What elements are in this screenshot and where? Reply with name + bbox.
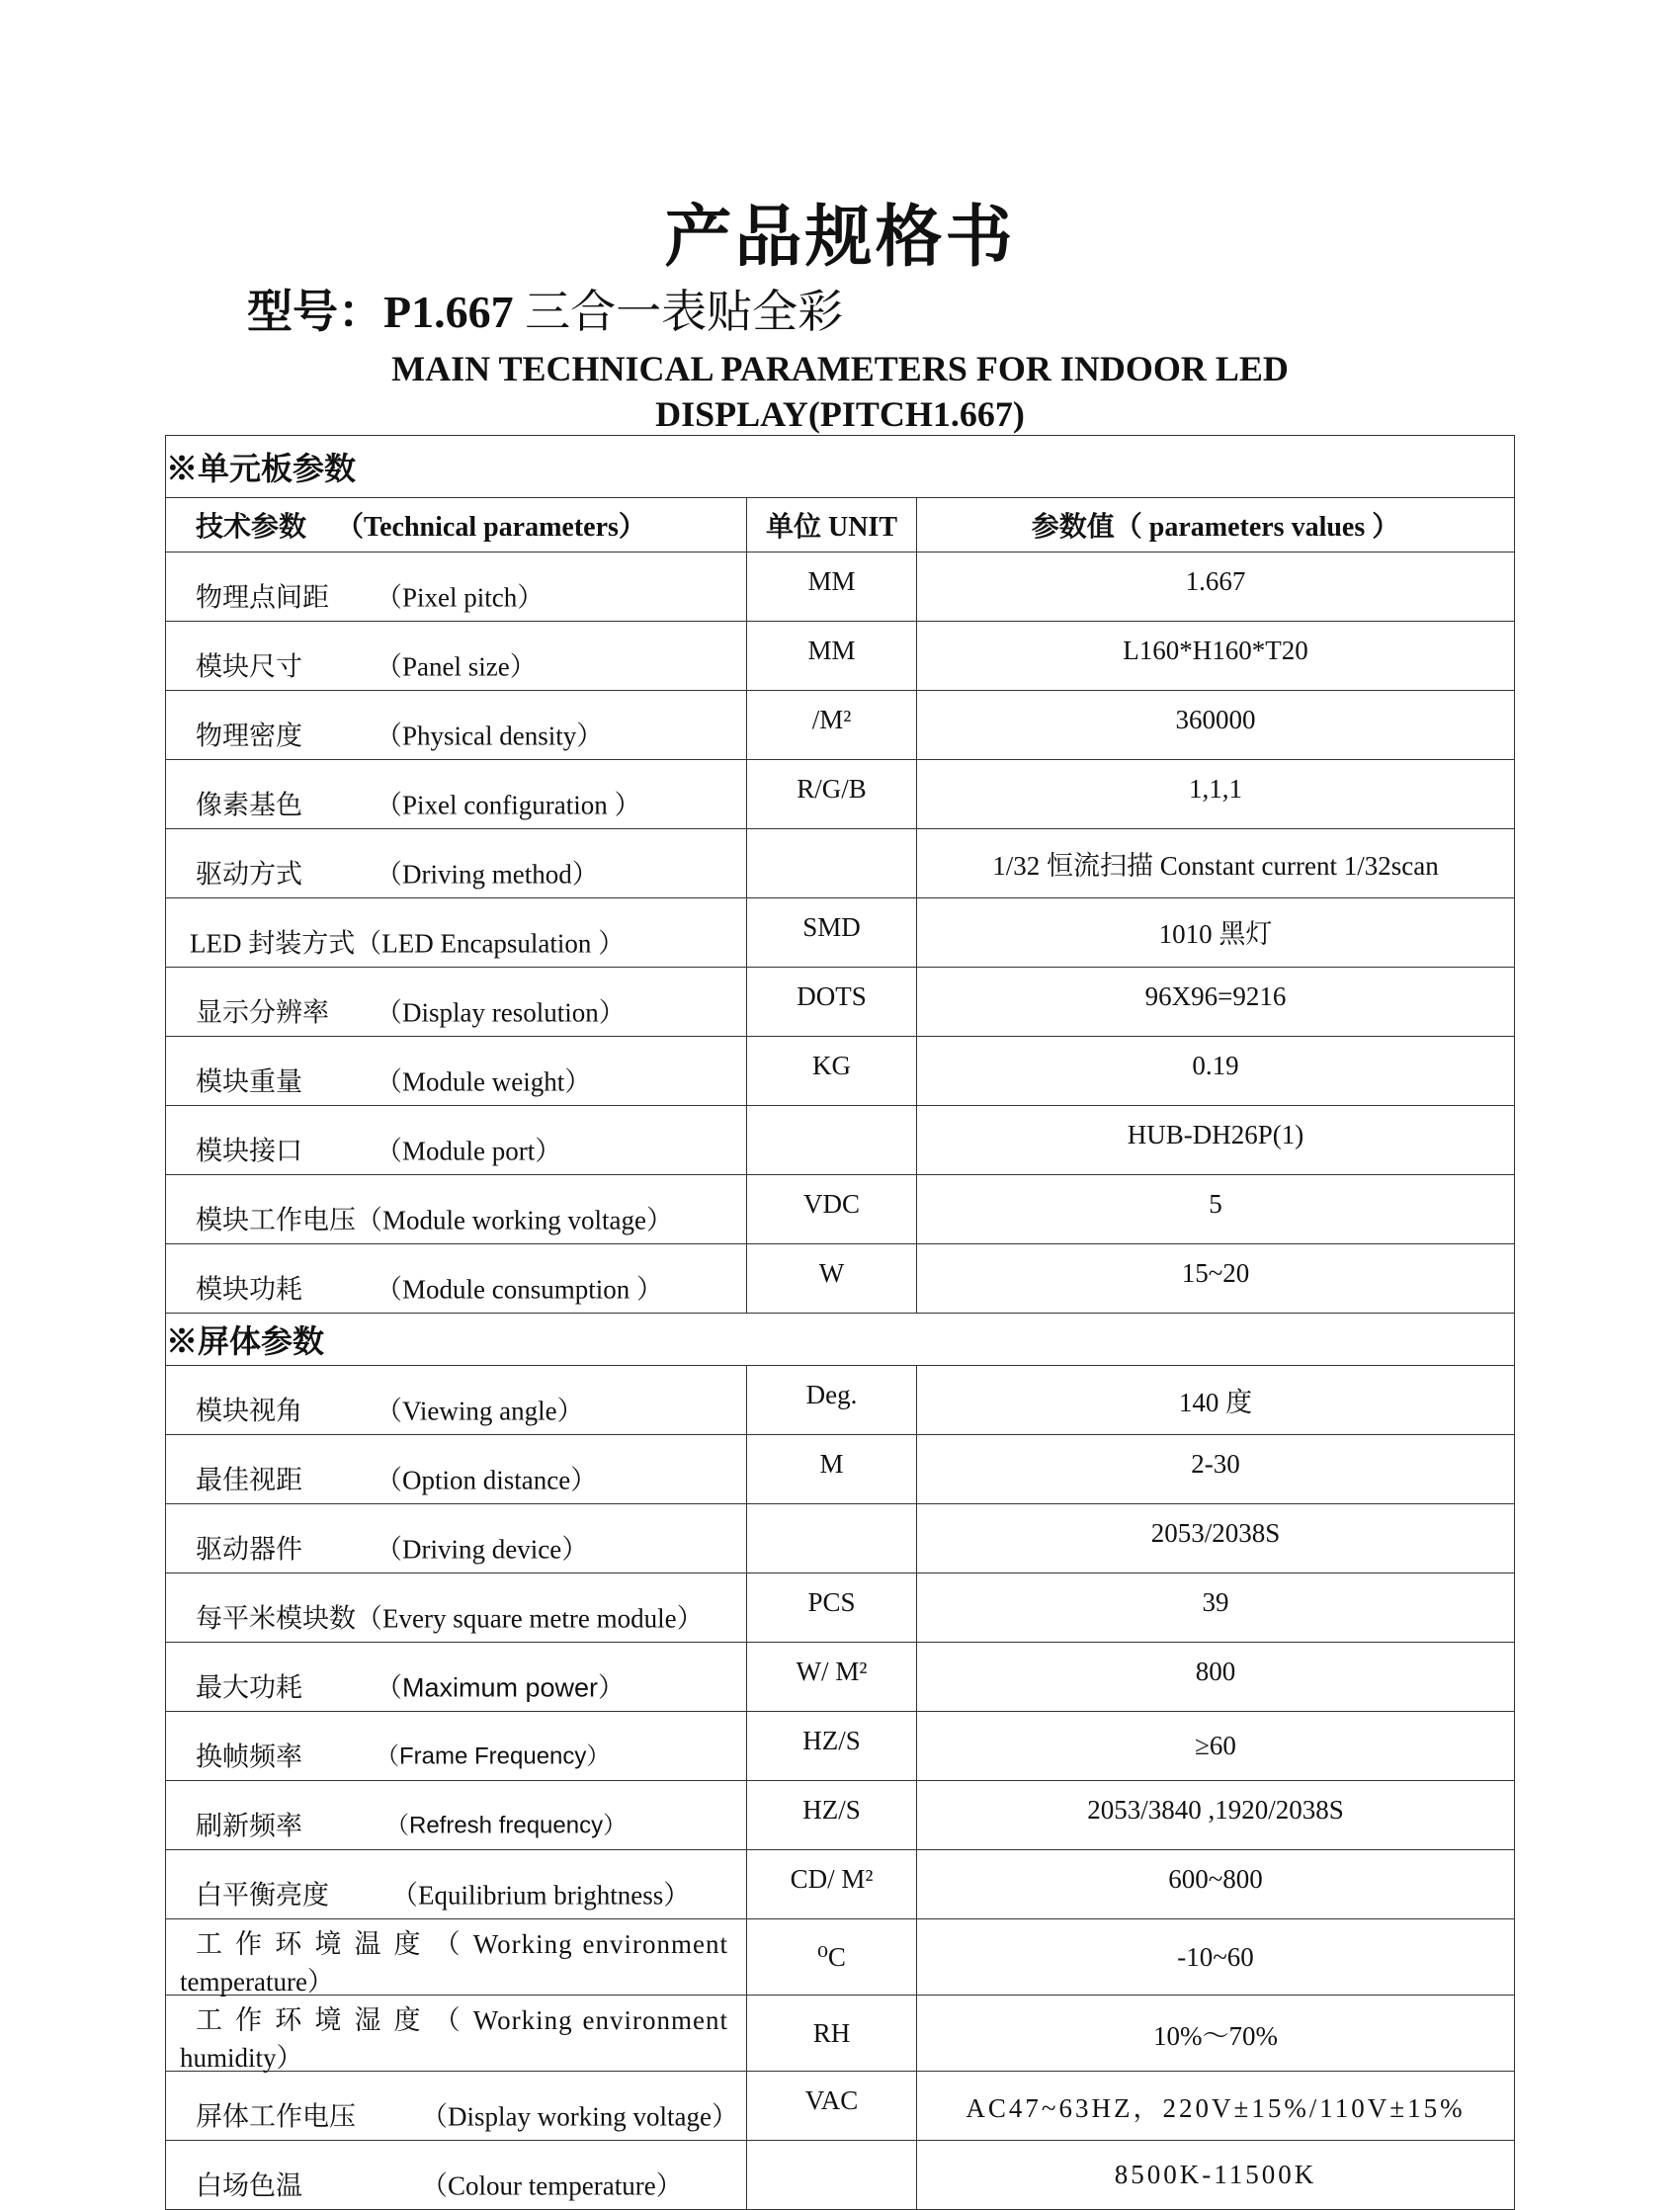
header-row [166, 498, 1515, 552]
table-row [166, 1106, 1515, 1175]
table-row [166, 1781, 1515, 1850]
unit-cell: MM [747, 552, 917, 622]
param-zh: 驱动方式 [196, 858, 302, 889]
param-zh: 屏体工作电压 [196, 2100, 356, 2131]
param-en: （Driving method） [376, 858, 599, 889]
param-cell [166, 1175, 747, 1244]
table-row [166, 1996, 1515, 2072]
param-en: （Driving device） [376, 1533, 589, 1564]
table-row [166, 760, 1515, 829]
table-row [166, 1504, 1515, 1573]
value-cell: 5 [917, 1175, 1515, 1244]
param-en: （Panel size） [376, 650, 537, 681]
unit-cell: VDC [747, 1175, 917, 1244]
param-cell [166, 1781, 747, 1850]
value-cell: HUB-DH26P(1) [917, 1106, 1515, 1175]
table-row [166, 691, 1515, 760]
param-inline: 模块工作电压（Module working voltage） [196, 1204, 673, 1234]
param-cell [166, 1850, 747, 1919]
param-zh: 物理密度 [196, 720, 302, 750]
table-row [166, 1435, 1515, 1504]
table-row [166, 1573, 1515, 1643]
document-title: 产品规格书 [664, 200, 1016, 275]
param-en: （Refresh frequency） [385, 1812, 628, 1838]
table-row [166, 622, 1515, 691]
value-cell: 10%～70% [917, 1996, 1515, 2072]
param-zh: 白平衡亮度 [196, 1879, 329, 1910]
unit-cell: /M² [747, 691, 917, 760]
param-wrap [180, 2001, 728, 2077]
unit-cell: CD/ M² [747, 1850, 917, 1919]
table-row [166, 1850, 1515, 1919]
param-zh: 显示分辨率 [196, 996, 329, 1027]
param-cell [166, 1244, 747, 1314]
section-title: ※单元板参数 [166, 436, 1515, 498]
param-zh: 刷新频率 [196, 1810, 302, 1840]
param-en: （Module weight） [376, 1065, 592, 1096]
param-zh: 最佳视距 [196, 1464, 302, 1494]
param-en: （Viewing angle） [376, 1395, 584, 1425]
unit-cell [747, 1504, 917, 1573]
param-cell [166, 1106, 747, 1175]
header-param [166, 498, 747, 552]
unit-cell: M [747, 1435, 917, 1504]
param-cell [166, 829, 747, 898]
model-label: 型号： [247, 287, 383, 337]
param-cell [166, 622, 747, 691]
param-cell [166, 1037, 747, 1106]
param-zh: 白场色温 [196, 2169, 302, 2200]
unit-cell [747, 829, 917, 898]
unit-cell: Deg. [747, 1366, 917, 1435]
param-cell [166, 1643, 747, 1712]
value-cell: 0.19 [917, 1037, 1515, 1106]
param-en: （Pixel pitch） [376, 581, 545, 612]
table-row [166, 552, 1515, 622]
param-en: （Colour temperature） [421, 2169, 683, 2200]
value-cell: L160*H160*T20 [917, 622, 1515, 691]
model-code: P1.667 [383, 287, 514, 337]
unit-cell: RH [747, 1996, 917, 2072]
param-zh: 模块功耗 [196, 1273, 302, 1304]
param-en: （Display working voltage） [421, 2100, 738, 2131]
param-en: （Module consumption ） [376, 1273, 663, 1304]
param-line-2: humidity） [180, 2043, 303, 2073]
param-en: （Module port） [376, 1135, 562, 1165]
table-row [166, 1712, 1515, 1781]
value-cell: 96X96=9216 [917, 968, 1515, 1037]
param-zh: 驱动器件 [196, 1533, 302, 1564]
param-en: （Equilibrium brightness） [391, 1879, 691, 1910]
spec-table [165, 435, 1515, 2210]
param-inline: LED 封装方式（LED Encapsulation ） [190, 927, 626, 958]
unit-cell: ⁰C [747, 1919, 917, 1996]
param-cell [166, 760, 747, 829]
param-zh: 模块尺寸 [196, 650, 302, 681]
value-cell: 140 度 [917, 1366, 1515, 1435]
unit-cell: DOTS [747, 968, 917, 1037]
value-cell: 2053/2038S [917, 1504, 1515, 1573]
unit-cell: R/G/B [747, 760, 917, 829]
param-cell [166, 552, 747, 622]
param-en: （Pixel configuration ） [376, 789, 641, 819]
unit-cell: MM [747, 622, 917, 691]
unit-cell: W [747, 1244, 917, 1314]
value-cell: 800 [917, 1643, 1515, 1712]
unit-cell: SMD [747, 898, 917, 968]
param-en: （Option distance） [376, 1464, 598, 1494]
value-cell: 1,1,1 [917, 760, 1515, 829]
header-unit: 单位 UNIT [747, 498, 917, 552]
unit-cell: VAC [747, 2072, 917, 2141]
param-en: （Physical density） [376, 720, 604, 750]
param-zh: 模块视角 [196, 1395, 302, 1425]
unit-cell: KG [747, 1037, 917, 1106]
param-cell [166, 1996, 747, 2072]
table-row [166, 829, 1515, 898]
section-row-unit-board [166, 436, 1515, 498]
param-cell [166, 1919, 747, 1996]
document-subtitle [0, 346, 1680, 437]
header-value: 参数值（ parameters values ） [917, 498, 1515, 552]
table-row [166, 1919, 1515, 1996]
value-cell: -10~60 [917, 1919, 1515, 1996]
value-cell: 1010 黑灯 [917, 898, 1515, 968]
param-cell [166, 1712, 747, 1781]
unit-cell [747, 1106, 917, 1175]
model-line [247, 283, 843, 342]
param-wrap [180, 1925, 728, 2000]
param-zh: 换帧频率 [196, 1741, 302, 1771]
param-zh: 物理点间距 [196, 581, 329, 612]
param-zh: 模块重量 [196, 1065, 302, 1096]
unit-cell: HZ/S [747, 1712, 917, 1781]
unit-cell: W/ M² [747, 1643, 917, 1712]
unit-cell [747, 2141, 917, 2210]
value-cell: 1/32 恒流扫描 Constant current 1/32scan [917, 829, 1515, 898]
header-param-en: （Technical parameters） [336, 512, 646, 543]
value-cell: AC47~63HZ，220V±15%/110V±15% [917, 2072, 1515, 2141]
unit-cell: PCS [747, 1573, 917, 1643]
table-row [166, 1175, 1515, 1244]
param-cell [166, 2072, 747, 2141]
table-row [166, 2072, 1515, 2141]
header-param-zh: 技术参数 [196, 512, 307, 543]
param-cell [166, 1573, 747, 1643]
table-row [166, 1037, 1515, 1106]
param-cell [166, 1366, 747, 1435]
param-en: （Maximum power） [376, 1671, 626, 1702]
param-en: （Frame Frequency） [376, 1742, 611, 1769]
value-cell: 2-30 [917, 1435, 1515, 1504]
value-cell: 2053/3840 ,1920/2038S [917, 1781, 1515, 1850]
param-line-2: temperature） [180, 1967, 334, 1997]
param-line-1: 工 作 环 境 温 度 （ Working environment [196, 1929, 728, 1959]
param-cell [166, 898, 747, 968]
table-row [166, 1366, 1515, 1435]
unit-cell: HZ/S [747, 1781, 917, 1850]
value-cell: ≥60 [917, 1712, 1515, 1781]
table-row [166, 1244, 1515, 1314]
param-en: （Display resolution） [376, 996, 626, 1027]
param-cell [166, 691, 747, 760]
param-zh: 最大功耗 [196, 1671, 302, 1702]
value-cell: 600~800 [917, 1850, 1515, 1919]
table-row [166, 898, 1515, 968]
param-cell [166, 968, 747, 1037]
section-title: ※屏体参数 [166, 1314, 1515, 1366]
subtitle-line-2: DISPLAY(PITCH1.667) [655, 394, 1025, 434]
value-cell: 1.667 [917, 552, 1515, 622]
value-cell: 360000 [917, 691, 1515, 760]
subtitle-line-1: MAIN TECHNICAL PARAMETERS FOR INDOOR LED [391, 349, 1289, 388]
param-zh: 像素基色 [196, 789, 302, 819]
param-cell [166, 1504, 747, 1573]
param-cell [166, 1435, 747, 1504]
table-row [166, 2141, 1515, 2210]
value-cell: 39 [917, 1573, 1515, 1643]
param-zh: 模块接口 [196, 1135, 302, 1165]
param-cell [166, 2141, 747, 2210]
value-cell: 15~20 [917, 1244, 1515, 1314]
table-row [166, 1643, 1515, 1712]
param-line-1: 工 作 环 境 湿 度 （ Working environment [196, 2005, 728, 2035]
model-description: 三合一表贴全彩 [513, 287, 844, 337]
value-cell: 8500K-11500K [917, 2141, 1515, 2210]
table-row [166, 968, 1515, 1037]
param-inline: 每平米模块数（Every square metre module） [196, 1602, 704, 1633]
section-row-display [166, 1314, 1515, 1366]
